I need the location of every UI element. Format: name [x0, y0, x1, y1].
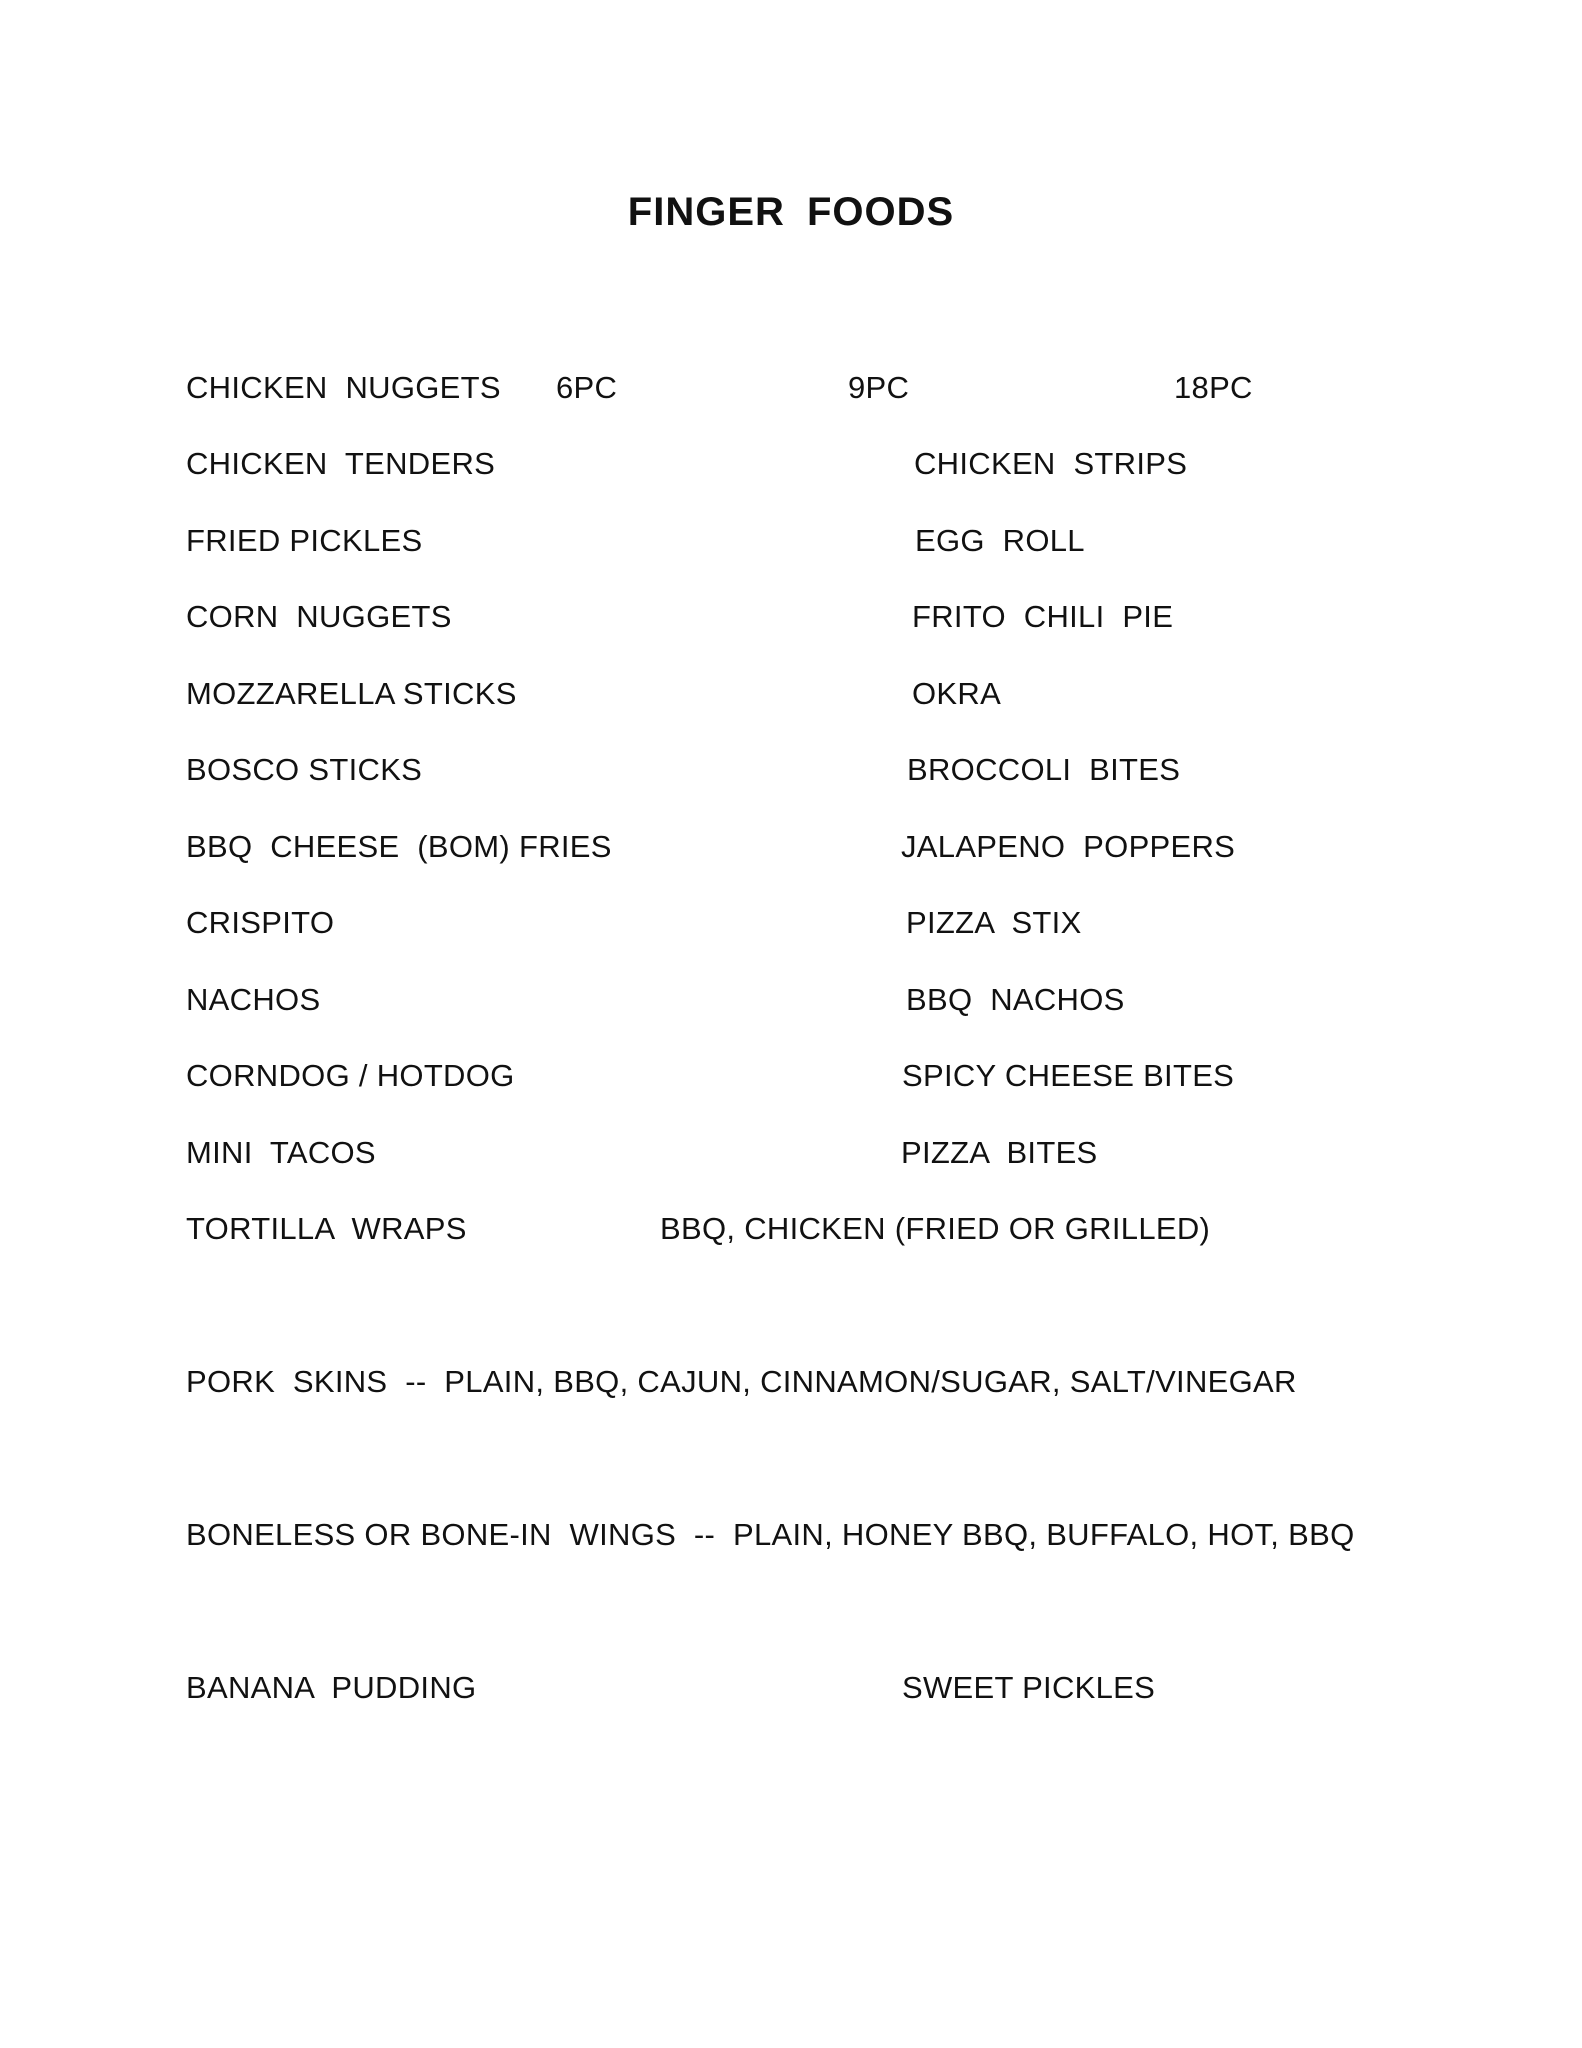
item-right: OKRA — [912, 676, 1002, 711]
item-banana-pudding: BANANA PUDDING — [186, 1670, 477, 1705]
item-right: JALAPENO POPPERS — [901, 829, 1236, 864]
item-right: CHICKEN STRIPS — [914, 446, 1188, 481]
item-chicken-nuggets: CHICKEN NUGGETS — [186, 370, 501, 405]
item-right: FRITO CHILI PIE — [912, 599, 1174, 634]
item-left: BBQ CHEESE (BOM) FRIES — [186, 829, 612, 864]
item-pork-skins: PORK SKINS -- PLAIN, BBQ, CAJUN, CINNAMON/SUGAR, SALT/VINEGAR — [186, 1364, 1297, 1399]
wraps-options: BBQ, CHICKEN (FRIED OR GRILLED) — [660, 1211, 1211, 1246]
item-right: BROCCOLI BITES — [907, 752, 1181, 787]
item-left: MOZZARELLA STICKS — [186, 676, 517, 711]
size-6pc: 6PC — [556, 370, 618, 405]
item-right: BBQ NACHOS — [906, 982, 1125, 1017]
item-wings: BONELESS OR BONE-IN WINGS -- PLAIN, HONEY BBQ, BUFFALO, HOT, BBQ — [186, 1517, 1355, 1552]
item-left: MINI TACOS — [186, 1135, 376, 1170]
item-left: CHICKEN TENDERS — [186, 446, 496, 481]
item-left: CORN NUGGETS — [186, 599, 452, 634]
page-title: FINGER FOODS — [627, 190, 955, 234]
item-left: BOSCO STICKS — [186, 752, 423, 787]
size-18pc: 18PC — [1174, 370, 1253, 405]
item-left: CRISPITO — [186, 905, 335, 940]
item-left: NACHOS — [186, 982, 321, 1017]
item-right: PIZZA BITES — [901, 1135, 1098, 1170]
item-left: CORNDOG / HOTDOG — [186, 1058, 515, 1093]
size-9pc: 9PC — [848, 370, 910, 405]
item-sweet-pickles: SWEET PICKLES — [902, 1670, 1156, 1705]
item-right: EGG ROLL — [915, 523, 1085, 558]
item-tortilla-wraps: TORTILLA WRAPS — [186, 1211, 467, 1246]
item-right: PIZZA STIX — [906, 905, 1082, 940]
item-left: FRIED PICKLES — [186, 523, 423, 558]
item-right: SPICY CHEESE BITES — [902, 1058, 1235, 1093]
